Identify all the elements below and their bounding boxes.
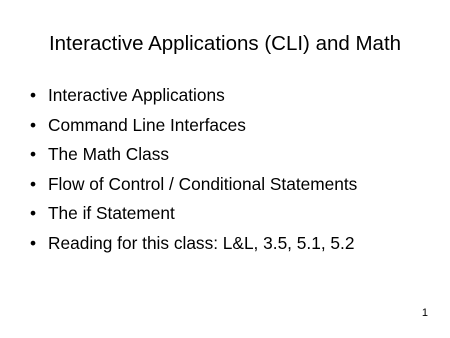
bullet-text: Interactive Applications — [48, 85, 225, 105]
bullet-icon: • — [30, 114, 37, 135]
bullet-icon: • — [30, 85, 37, 105]
slide-title: Interactive Applications (CLI) and Math — [48, 32, 402, 55]
bullet-text: The if Statement — [48, 203, 175, 224]
bullet-text: Command Line Interfaces — [48, 114, 246, 135]
bullet-icon: • — [30, 173, 37, 194]
bullet-icon: • — [30, 144, 37, 165]
bullet-text: The Math Class — [48, 144, 170, 165]
page-number: 1 — [421, 307, 428, 319]
bullet-icon: • — [30, 203, 37, 224]
bullet-text: Reading for this class: L&L, 3.5, 5.1, 5.2 — [48, 232, 355, 253]
bullet-text: Flow of Control / Conditional Statements — [48, 173, 358, 194]
bullet-icon: • — [30, 232, 37, 253]
